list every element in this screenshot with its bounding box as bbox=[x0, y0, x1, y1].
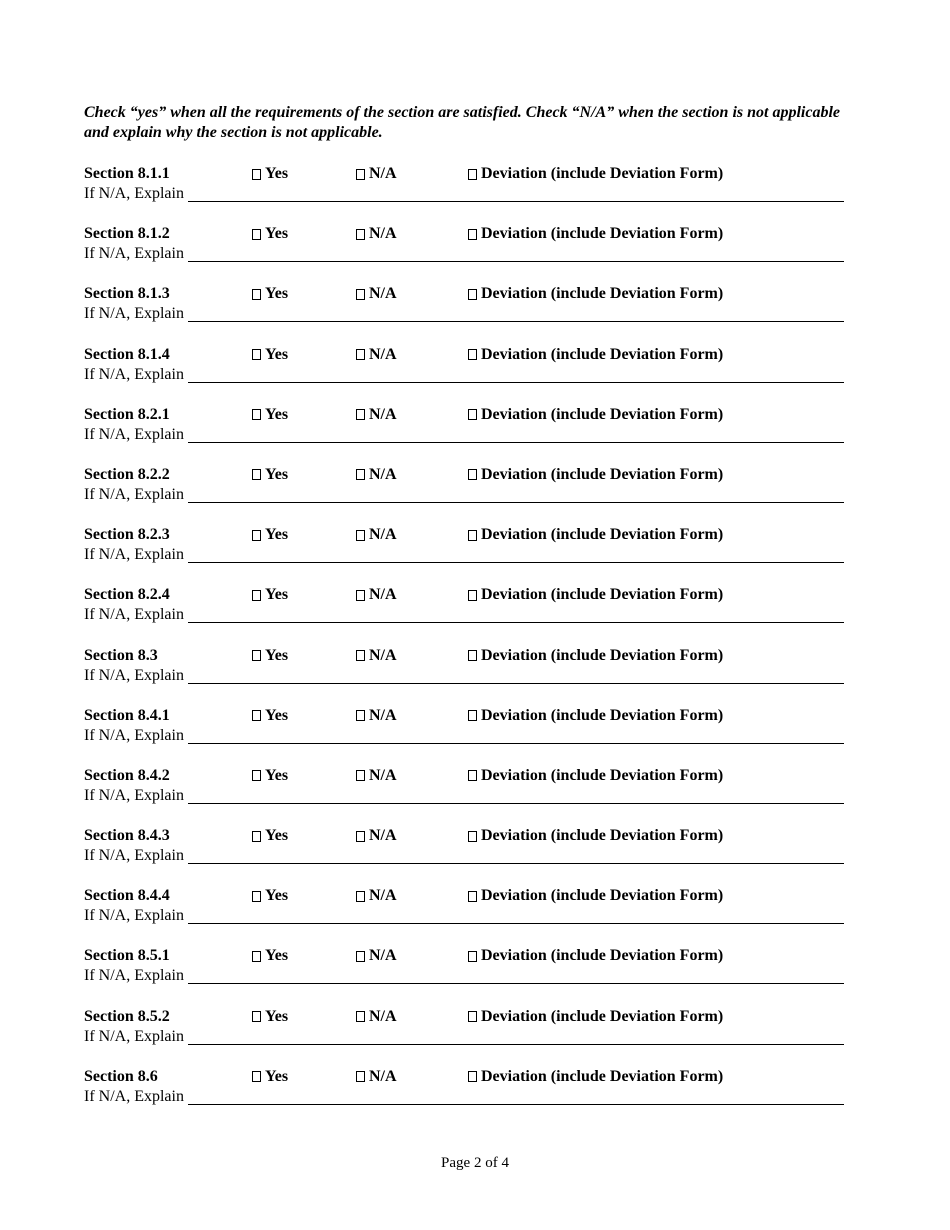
section-label: Section 8.1.4 bbox=[84, 345, 170, 363]
checkbox-box[interactable] bbox=[468, 1011, 477, 1022]
yes-label: Yes bbox=[265, 1067, 289, 1085]
deviation-checkbox[interactable] bbox=[468, 164, 723, 184]
checkbox-box[interactable] bbox=[252, 831, 261, 842]
row-options bbox=[84, 345, 844, 365]
checklist-row bbox=[84, 766, 844, 826]
explain-field[interactable] bbox=[188, 245, 844, 262]
na-checkbox[interactable] bbox=[356, 1007, 397, 1027]
checkbox-box[interactable] bbox=[468, 891, 477, 902]
explain-label: If N/A, Explain bbox=[84, 245, 184, 263]
na-checkbox[interactable] bbox=[356, 224, 397, 244]
checkbox-box[interactable] bbox=[252, 590, 261, 601]
checkbox-box[interactable] bbox=[468, 409, 477, 420]
na-label: N/A bbox=[369, 887, 397, 905]
yes-label: Yes bbox=[265, 1007, 289, 1025]
section-label: Section 8.2.4 bbox=[84, 586, 170, 604]
explain-field[interactable] bbox=[188, 787, 844, 804]
explain-field[interactable] bbox=[188, 606, 844, 623]
explain-line bbox=[84, 244, 844, 264]
checklist-row bbox=[84, 946, 844, 1006]
checkbox-box[interactable] bbox=[468, 1071, 477, 1082]
explain-field[interactable] bbox=[188, 727, 844, 744]
row-options bbox=[84, 886, 844, 906]
na-checkbox[interactable] bbox=[356, 164, 397, 184]
explain-line bbox=[84, 605, 844, 625]
na-checkbox[interactable] bbox=[356, 465, 397, 485]
yes-checkbox[interactable] bbox=[252, 465, 288, 485]
yes-label: Yes bbox=[265, 405, 289, 423]
na-label: N/A bbox=[369, 706, 397, 724]
yes-checkbox[interactable] bbox=[252, 946, 288, 966]
row-options bbox=[84, 1067, 844, 1087]
checkbox-box[interactable] bbox=[468, 530, 477, 541]
yes-label: Yes bbox=[265, 706, 289, 724]
yes-label: Yes bbox=[265, 887, 289, 905]
checkbox-box[interactable] bbox=[468, 289, 477, 300]
deviation-checkbox[interactable] bbox=[468, 345, 723, 365]
explain-line bbox=[84, 365, 844, 385]
explain-field[interactable] bbox=[188, 847, 844, 864]
checkbox-box[interactable] bbox=[356, 1071, 365, 1082]
checklist-row bbox=[84, 826, 844, 886]
explain-line bbox=[84, 1087, 844, 1107]
na-label: N/A bbox=[369, 1007, 397, 1025]
yes-label: Yes bbox=[265, 345, 289, 363]
checkbox-box[interactable] bbox=[252, 770, 261, 781]
section-label: Section 8.2.1 bbox=[84, 405, 170, 423]
yes-checkbox[interactable] bbox=[252, 405, 288, 425]
deviation-checkbox[interactable] bbox=[468, 585, 723, 605]
deviation-checkbox[interactable] bbox=[468, 224, 723, 244]
explain-line bbox=[84, 184, 844, 204]
checkbox-box[interactable] bbox=[356, 289, 365, 300]
yes-checkbox[interactable] bbox=[252, 585, 288, 605]
section-label: Section 8.1.1 bbox=[84, 165, 170, 182]
row-options bbox=[84, 766, 844, 786]
checkbox-box[interactable] bbox=[252, 229, 261, 240]
na-checkbox[interactable] bbox=[356, 1067, 397, 1087]
checkbox-box[interactable] bbox=[468, 590, 477, 601]
explain-line bbox=[84, 906, 844, 926]
deviation-checkbox[interactable] bbox=[468, 886, 723, 906]
deviation-label: Deviation (include Deviation Form) bbox=[481, 586, 724, 604]
checklist-row bbox=[84, 465, 844, 525]
checklist-row bbox=[84, 405, 844, 465]
deviation-label: Deviation (include Deviation Form) bbox=[481, 225, 724, 243]
checkbox-box[interactable] bbox=[356, 831, 365, 842]
explain-label: If N/A, Explain bbox=[84, 726, 184, 744]
na-label: N/A bbox=[369, 405, 397, 423]
yes-label: Yes bbox=[265, 526, 289, 544]
checkbox-box[interactable] bbox=[468, 831, 477, 842]
na-checkbox[interactable] bbox=[356, 766, 397, 786]
row-options bbox=[84, 525, 844, 545]
explain-field[interactable] bbox=[188, 426, 844, 443]
checklist-row bbox=[84, 646, 844, 706]
explain-label: If N/A, Explain bbox=[84, 546, 184, 564]
checkbox-box[interactable] bbox=[356, 530, 365, 541]
row-options bbox=[84, 405, 844, 425]
na-label: N/A bbox=[369, 947, 397, 965]
na-label: N/A bbox=[369, 646, 397, 664]
row-options bbox=[84, 224, 844, 244]
yes-label: Yes bbox=[265, 165, 289, 182]
checkbox-box[interactable] bbox=[468, 710, 477, 721]
row-options bbox=[84, 585, 844, 605]
yes-checkbox[interactable] bbox=[252, 1067, 288, 1087]
deviation-label: Deviation (include Deviation Form) bbox=[481, 345, 724, 363]
checkbox-box[interactable] bbox=[356, 229, 365, 240]
section-label: Section 8.1.2 bbox=[84, 225, 170, 243]
deviation-checkbox[interactable] bbox=[468, 465, 723, 485]
deviation-checkbox[interactable] bbox=[468, 1007, 723, 1027]
deviation-label: Deviation (include Deviation Form) bbox=[481, 1007, 724, 1025]
yes-label: Yes bbox=[265, 766, 289, 784]
na-label: N/A bbox=[369, 465, 397, 483]
yes-label: Yes bbox=[265, 285, 289, 303]
explain-field[interactable] bbox=[188, 486, 844, 503]
explain-line bbox=[84, 666, 844, 686]
deviation-label: Deviation (include Deviation Form) bbox=[481, 706, 724, 724]
explain-line bbox=[84, 425, 844, 445]
checkbox-box[interactable] bbox=[356, 349, 365, 360]
section-label: Section 8.3 bbox=[84, 646, 158, 664]
checkbox-box[interactable] bbox=[356, 650, 365, 661]
checklist-row bbox=[84, 1007, 844, 1067]
yes-checkbox[interactable] bbox=[252, 525, 288, 545]
yes-checkbox[interactable] bbox=[252, 706, 288, 726]
na-checkbox[interactable] bbox=[356, 345, 397, 365]
explain-line bbox=[84, 966, 844, 986]
checkbox-box[interactable] bbox=[252, 169, 261, 180]
checkbox-box[interactable] bbox=[252, 891, 261, 902]
row-options bbox=[84, 706, 844, 726]
yes-checkbox[interactable] bbox=[252, 224, 288, 244]
checkbox-box[interactable] bbox=[252, 409, 261, 420]
explain-label: If N/A, Explain bbox=[84, 1027, 184, 1045]
na-checkbox[interactable] bbox=[356, 886, 397, 906]
yes-checkbox[interactable] bbox=[252, 886, 288, 906]
explain-label: If N/A, Explain bbox=[84, 907, 184, 925]
yes-label: Yes bbox=[265, 827, 289, 845]
na-label: N/A bbox=[369, 225, 397, 243]
deviation-label: Deviation (include Deviation Form) bbox=[481, 285, 724, 303]
explain-field[interactable] bbox=[188, 185, 844, 202]
explain-label: If N/A, Explain bbox=[84, 185, 184, 202]
explain-line bbox=[84, 786, 844, 806]
checkbox-box[interactable] bbox=[468, 951, 477, 962]
checklist-row bbox=[84, 525, 844, 585]
yes-checkbox[interactable] bbox=[252, 646, 288, 666]
checkbox-box[interactable] bbox=[468, 650, 477, 661]
explain-line bbox=[84, 1027, 844, 1047]
checkbox-box[interactable] bbox=[252, 951, 261, 962]
explain-field[interactable] bbox=[188, 366, 844, 383]
deviation-label: Deviation (include Deviation Form) bbox=[481, 827, 724, 845]
checkbox-box[interactable] bbox=[252, 650, 261, 661]
explain-field[interactable] bbox=[188, 1028, 844, 1045]
checkbox-box[interactable] bbox=[252, 1071, 261, 1082]
na-checkbox[interactable] bbox=[356, 646, 397, 666]
deviation-label: Deviation (include Deviation Form) bbox=[481, 1067, 724, 1085]
checklist-row bbox=[84, 284, 844, 344]
deviation-checkbox[interactable] bbox=[468, 525, 723, 545]
checkbox-box[interactable] bbox=[468, 469, 477, 480]
checklist-row bbox=[84, 706, 844, 766]
checkbox-box[interactable] bbox=[356, 770, 365, 781]
row-options bbox=[84, 284, 844, 304]
na-label: N/A bbox=[369, 586, 397, 604]
na-label: N/A bbox=[369, 526, 397, 544]
explain-field[interactable] bbox=[188, 667, 844, 684]
checklist-row bbox=[84, 585, 844, 645]
deviation-label: Deviation (include Deviation Form) bbox=[481, 165, 724, 182]
checkbox-box[interactable] bbox=[468, 229, 477, 240]
deviation-checkbox[interactable] bbox=[468, 405, 723, 425]
section-label: Section 8.5.1 bbox=[84, 947, 170, 965]
row-options bbox=[84, 164, 844, 184]
checkbox-box[interactable] bbox=[252, 530, 261, 541]
na-label: N/A bbox=[369, 285, 397, 303]
deviation-label: Deviation (include Deviation Form) bbox=[481, 526, 724, 544]
na-checkbox[interactable] bbox=[356, 826, 397, 846]
na-checkbox[interactable] bbox=[356, 405, 397, 425]
deviation-checkbox[interactable] bbox=[468, 646, 723, 666]
na-label: N/A bbox=[369, 345, 397, 363]
deviation-label: Deviation (include Deviation Form) bbox=[481, 646, 724, 664]
explain-label: If N/A, Explain bbox=[84, 967, 184, 985]
yes-checkbox[interactable] bbox=[252, 1007, 288, 1027]
section-label: Section 8.2.2 bbox=[84, 465, 170, 483]
explain-label: If N/A, Explain bbox=[84, 666, 184, 684]
section-label: Section 8.2.3 bbox=[84, 526, 170, 544]
explain-label: If N/A, Explain bbox=[84, 786, 184, 804]
checkbox-box[interactable] bbox=[252, 469, 261, 480]
explain-line bbox=[84, 726, 844, 746]
na-checkbox[interactable] bbox=[356, 284, 397, 304]
checkbox-box[interactable] bbox=[356, 951, 365, 962]
explain-line bbox=[84, 846, 844, 866]
deviation-label: Deviation (include Deviation Form) bbox=[481, 465, 724, 483]
na-checkbox[interactable] bbox=[356, 706, 397, 726]
section-label: Section 8.4.3 bbox=[84, 827, 170, 845]
deviation-label: Deviation (include Deviation Form) bbox=[481, 766, 724, 784]
section-label: Section 8.6 bbox=[84, 1067, 158, 1085]
page-number: Page 2 of 4 bbox=[441, 1155, 509, 1171]
yes-checkbox[interactable] bbox=[252, 164, 288, 184]
checkbox-box[interactable] bbox=[252, 1011, 261, 1022]
deviation-label: Deviation (include Deviation Form) bbox=[481, 947, 724, 965]
explain-label: If N/A, Explain bbox=[84, 485, 184, 503]
checkbox-box[interactable] bbox=[356, 1011, 365, 1022]
na-checkbox[interactable] bbox=[356, 946, 397, 966]
checkbox-box[interactable] bbox=[356, 169, 365, 180]
checkbox-box[interactable] bbox=[468, 770, 477, 781]
checklist-row bbox=[84, 164, 844, 224]
explain-label: If N/A, Explain bbox=[84, 1087, 184, 1105]
checklist-row bbox=[84, 1067, 844, 1127]
yes-checkbox[interactable] bbox=[252, 766, 288, 786]
section-label: Section 8.5.2 bbox=[84, 1007, 170, 1025]
yes-label: Yes bbox=[265, 646, 289, 664]
section-label: Section 8.4.4 bbox=[84, 887, 170, 905]
na-label: N/A bbox=[369, 165, 397, 182]
checkbox-box[interactable] bbox=[356, 469, 365, 480]
yes-label: Yes bbox=[265, 947, 289, 965]
checkbox-box[interactable] bbox=[252, 710, 261, 721]
checkbox-box[interactable] bbox=[468, 349, 477, 360]
explain-field[interactable] bbox=[188, 907, 844, 924]
na-checkbox[interactable] bbox=[356, 525, 397, 545]
deviation-checkbox[interactable] bbox=[468, 1067, 723, 1087]
na-label: N/A bbox=[369, 827, 397, 845]
deviation-label: Deviation (include Deviation Form) bbox=[481, 887, 724, 905]
checkbox-box[interactable] bbox=[252, 349, 261, 360]
na-checkbox[interactable] bbox=[356, 585, 397, 605]
section-label: Section 8.1.3 bbox=[84, 285, 170, 303]
explain-line bbox=[84, 304, 844, 324]
instructions-text: Check “yes” when all the requirements of the section are satisfied. Check “N/A” when the section is not applicable and explain why the section is not applicable. bbox=[84, 104, 840, 141]
deviation-checkbox[interactable] bbox=[468, 706, 723, 726]
deviation-label: Deviation (include Deviation Form) bbox=[481, 405, 724, 423]
checklist-row bbox=[84, 886, 844, 946]
yes-checkbox[interactable] bbox=[252, 345, 288, 365]
checkbox-box[interactable] bbox=[356, 891, 365, 902]
deviation-checkbox[interactable] bbox=[468, 284, 723, 304]
yes-checkbox[interactable] bbox=[252, 284, 288, 304]
yes-label: Yes bbox=[265, 586, 289, 604]
explain-label: If N/A, Explain bbox=[84, 425, 184, 443]
deviation-checkbox[interactable] bbox=[468, 766, 723, 786]
row-options bbox=[84, 465, 844, 485]
checkbox-box[interactable] bbox=[356, 590, 365, 601]
checkbox-box[interactable] bbox=[468, 169, 477, 180]
na-label: N/A bbox=[369, 766, 397, 784]
deviation-checkbox[interactable] bbox=[468, 826, 723, 846]
yes-label: Yes bbox=[265, 465, 289, 483]
row-options bbox=[84, 826, 844, 846]
checkbox-box[interactable] bbox=[252, 289, 261, 300]
explain-label: If N/A, Explain bbox=[84, 847, 184, 865]
yes-label: Yes bbox=[265, 225, 289, 243]
checkbox-box[interactable] bbox=[356, 409, 365, 420]
row-options bbox=[84, 946, 844, 966]
checklist bbox=[84, 164, 844, 1127]
row-options bbox=[84, 1007, 844, 1027]
row-options bbox=[84, 646, 844, 666]
explain-label: If N/A, Explain bbox=[84, 606, 184, 624]
explain-label: If N/A, Explain bbox=[84, 305, 184, 323]
checklist-row bbox=[84, 345, 844, 405]
na-label: N/A bbox=[369, 1067, 397, 1085]
deviation-checkbox[interactable] bbox=[468, 946, 723, 966]
explain-field[interactable] bbox=[188, 546, 844, 563]
explain-line bbox=[84, 485, 844, 505]
explain-field[interactable] bbox=[188, 305, 844, 322]
yes-checkbox[interactable] bbox=[252, 826, 288, 846]
checklist-row bbox=[84, 224, 844, 284]
explain-label: If N/A, Explain bbox=[84, 365, 184, 383]
explain-field[interactable] bbox=[188, 967, 844, 984]
section-label: Section 8.4.2 bbox=[84, 766, 170, 784]
checkbox-box[interactable] bbox=[356, 710, 365, 721]
explain-line bbox=[84, 545, 844, 565]
section-label: Section 8.4.1 bbox=[84, 706, 170, 724]
explain-field[interactable] bbox=[188, 1088, 844, 1105]
